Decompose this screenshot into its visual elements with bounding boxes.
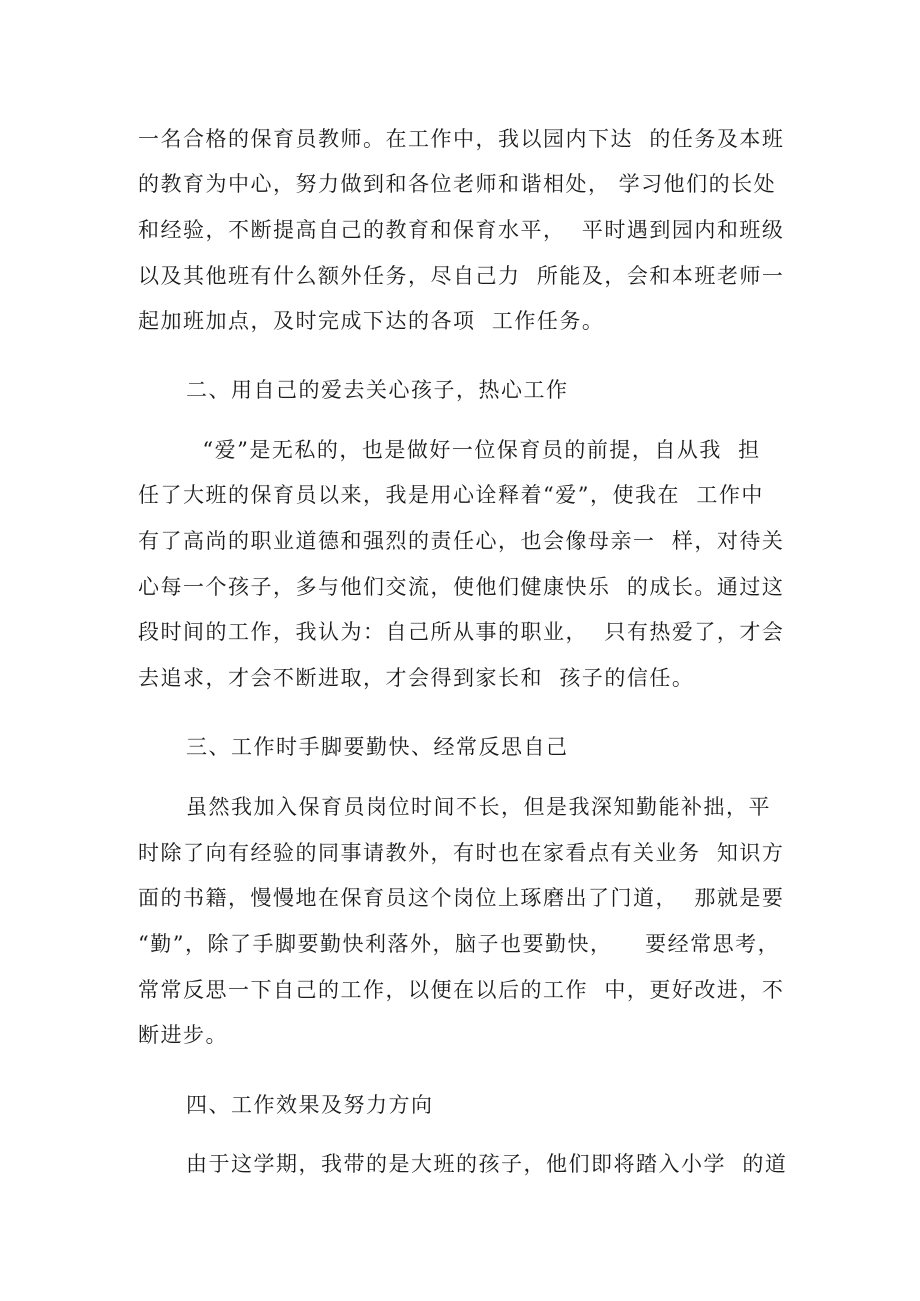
paragraph-line: “爱”是无私的，也是做好一位保育员的前提，自从我 担	[186, 438, 761, 462]
paragraph-line: 以及其他班有什么额外任务，尽自己力 所能及，会和本班老师一	[138, 264, 785, 288]
section-heading-3: 三、工作时手脚要勤快、经常反思自己	[186, 735, 569, 759]
paragraph-line: 虽然我加入保育员岗位时间不长，但是我深知勤能补拙，平	[186, 795, 771, 819]
paragraph-line: 时除了向有经验的同事请教外，有时也在家看点有关业务 知识方	[138, 841, 785, 865]
paragraph-line: 起加班加点，及时完成下达的各项 工作任务。	[138, 309, 605, 333]
paragraph-line: 去追求，才会不断进取，才会得到家长和 孩子的信任。	[138, 666, 695, 690]
paragraph-line: “勤”，除了手脚要勤快利落外，脑子也要勤快， 要经常思考，	[138, 932, 781, 956]
section-heading-4: 四、工作效果及努力方向	[186, 1093, 434, 1117]
paragraph-line: 段时间的工作，我认为：自己所从事的职业， 只有热爱了，才会	[138, 620, 785, 644]
section-heading-2: 二、用自己的爱去关心孩子，热心工作	[186, 378, 569, 402]
paragraph-line: 常常反思一下自己的工作，以便在以后的工作 中，更好改进，不	[138, 978, 785, 1002]
paragraph-line: 和经验，不断提高自己的教育和保育水平， 平时遇到园内和班级	[138, 218, 785, 242]
paragraph-line: 心每一个孩子，多与他们交流，使他们健康快乐 的成长。通过这	[138, 575, 785, 599]
paragraph-line: 一名合格的保育员教师。在工作中，我以园内下达 的任务及本班	[138, 127, 785, 151]
paragraph-line: 面的书籍，慢慢地在保育员这个岗位上琢磨出了门道， 那就是要	[138, 886, 785, 910]
paragraph-line: 的教育为中心，努力做到和各位老师和谐相处， 学习他们的长处	[138, 172, 777, 196]
paragraph-line: 有了高尚的职业道德和强烈的责任心，也会像母亲一 样，对待关	[138, 529, 785, 553]
paragraph-line: 任了大班的保育员以来，我是用心诠释着“爱”，使我在 工作中	[138, 483, 764, 507]
paragraph-line: 断进步。	[138, 1023, 228, 1047]
paragraph-line: 由于这学期，我带的是大班的孩子，他们即将踏入小学 的道	[186, 1152, 788, 1176]
